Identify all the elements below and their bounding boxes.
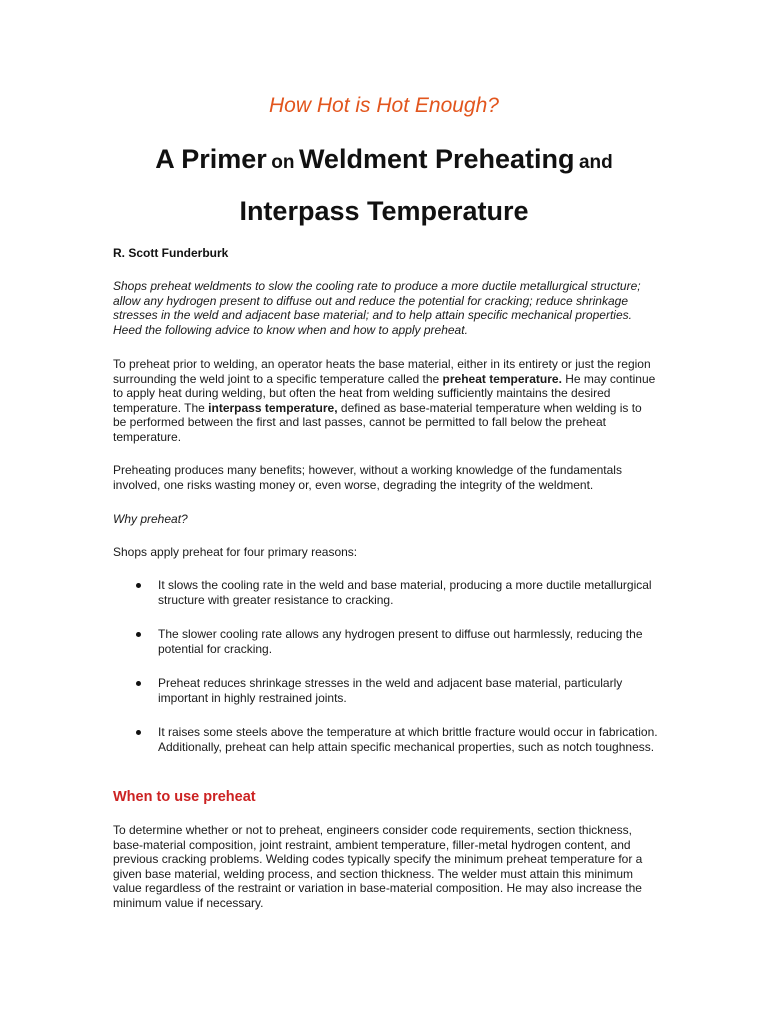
- reasons-intro-paragraph: Shops apply preheat for four primary reasons:: [113, 545, 358, 559]
- list-item: [113, 725, 658, 755]
- benefits-paragraph: Preheating produces many benefits; however, without a working knowledge of the fundamentals involved, one risks wasting money or, even worse, degrading the integrity of the weldment.: [113, 463, 622, 492]
- definition-text-3: defined as base-material temperature when welding is to be performed between the first and last passes, cannot be permitted to fall below the preheat temperature.: [113, 400, 642, 444]
- bullet-icon: [136, 681, 141, 686]
- when-to-use-preheat-heading: When to use preheat: [113, 789, 256, 805]
- definition-paragraph: [113, 357, 658, 445]
- bullet-text: It raises some steels above the temperature at which brittle fracture would occur in fabrication. Additionally, preheat can help attain specific mechanical properties, such as notch toughness.: [158, 725, 658, 754]
- interpass-temperature-term: interpass temperature,: [208, 400, 338, 415]
- title-part-on: on: [271, 152, 295, 173]
- bullet-icon: [136, 632, 141, 637]
- intro-paragraph: Shops preheat weldments to slow the cooling rate to produce a more ductile metallurgical structure; allow any hydrogen present to diffuse out and reduce the potential for cracking; reduce shrinkage stresses in the weld and adjacent base material; and to help attain specific mechanical properties. Heed the following advice to know when and how to apply preheat.: [113, 279, 641, 337]
- bullet-text: Preheat reduces shrinkage stresses in the weld and adjacent base material, particularly important in highly restrained joints.: [158, 676, 623, 705]
- list-item: [113, 578, 658, 608]
- bullet-text: It slows the cooling rate in the weld and base material, producing a more ductile metallurgical structure with greater resistance to cracking.: [158, 578, 652, 607]
- author-byline: R. Scott Funderburk: [113, 246, 229, 260]
- main-title-line-1: [0, 139, 768, 184]
- definition-text-1: To preheat prior to welding, an operator heats the base material, either in its entirety or just the region surrounding the weld joint to a specific temperature called the: [113, 357, 651, 386]
- bullet-icon: [136, 730, 141, 735]
- when-to-use-paragraph: To determine whether or not to preheat, engineers consider code requirements, section thickness, base-material composition, joint restraint, ambient temperature, filler-metal hydrogen content, and previous cracking problems. Welding codes typically specify the minimum preheat temperature for a given base material, welding process, and section thickness. The welder must attain this minimum value regardless of the restraint or variation in base-material composition. He may also increase the minimum value if necessary.: [113, 823, 643, 910]
- bullet-icon: [136, 583, 141, 588]
- list-item: [113, 676, 658, 706]
- list-item: [113, 627, 658, 657]
- reasons-bullet-list: [113, 578, 658, 774]
- why-preheat-subheading: Why preheat?: [113, 512, 188, 526]
- preheat-temperature-term: preheat temperature.: [442, 371, 562, 386]
- bullet-text: The slower cooling rate allows any hydrogen present to diffuse out harmlessly, reducing the potential for cracking.: [158, 627, 643, 656]
- main-title-line-2: [0, 191, 768, 236]
- title-part-and: and: [578, 152, 613, 173]
- title-part-interpass-temperature: Interpass Temperature: [239, 196, 529, 226]
- definition-text-2: He may continue to apply heat during welding, but often the heat from welding sufficiently maintains the desired temperature. The: [113, 371, 656, 415]
- title-part-a-primer: A Primer: [155, 144, 267, 174]
- kicker-title: How Hot is Hot Enough?: [269, 94, 499, 117]
- title-part-weldment-preheating: Weldment Preheating: [298, 144, 575, 174]
